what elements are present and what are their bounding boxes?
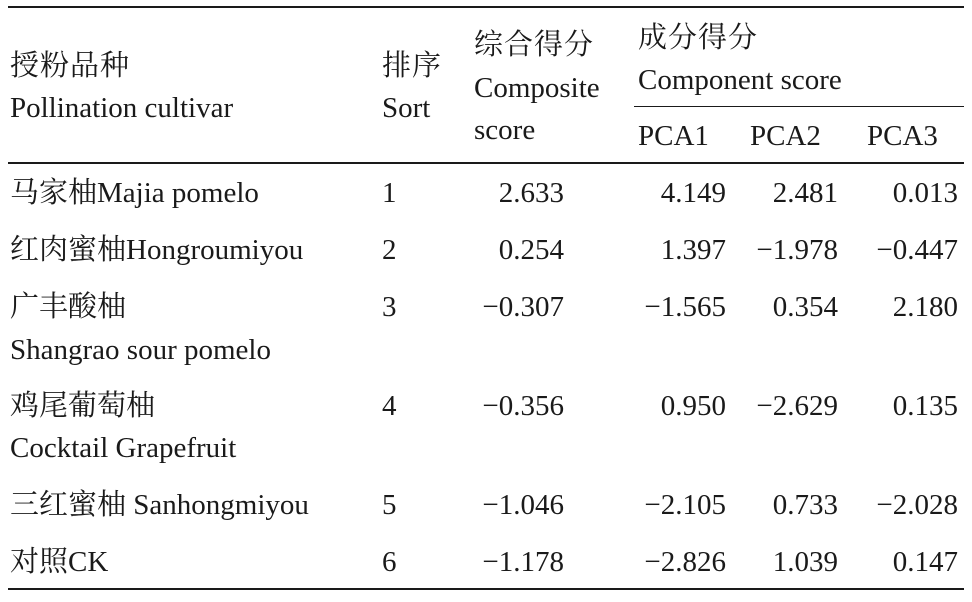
header-composite-en2: score — [474, 114, 536, 146]
row-pca2: 0.733 — [772, 489, 838, 521]
row-pca3: 2.180 — [892, 291, 958, 323]
table-row-cultivar — [10, 489, 309, 521]
row-sort: 4 — [382, 390, 397, 422]
row-pca1: −1.565 — [644, 291, 726, 323]
cultivar-en: Hongroumiyou — [126, 234, 304, 266]
row-pca1: 4.149 — [660, 177, 726, 209]
bottom-rule — [8, 588, 964, 590]
header-cultivar-zh: 授粉品种 — [10, 50, 131, 82]
row-composite: −1.046 — [482, 489, 564, 521]
row-pca1: 0.950 — [660, 390, 726, 422]
row-sort: 6 — [382, 546, 397, 578]
header-pca3: PCA3 — [867, 120, 938, 152]
row-pca2: 2.481 — [772, 177, 838, 209]
row-pca2: 0.354 — [772, 291, 838, 323]
header-rule — [8, 162, 964, 164]
header-composite-en1: Composite — [474, 72, 600, 104]
header-component-en: Component score — [638, 64, 842, 96]
top-rule — [8, 6, 964, 8]
cultivar-en: Cocktail Grapefruit — [10, 432, 237, 464]
cultivar-en: Majia pomelo — [97, 177, 259, 209]
row-pca3: 0.135 — [892, 390, 958, 422]
row-pca1: −2.826 — [644, 546, 726, 578]
component-score-rule — [634, 106, 964, 107]
header-cultivar-en: Pollination cultivar — [10, 92, 234, 124]
row-pca3: −2.028 — [876, 489, 958, 521]
cultivar-zh: 鸡尾葡萄柚 — [10, 390, 156, 422]
row-pca2: −1.978 — [756, 234, 838, 266]
row-pca2: −2.629 — [756, 390, 838, 422]
row-sort: 2 — [382, 234, 397, 266]
table-row-cultivar — [10, 546, 108, 578]
cultivar-en: CK — [68, 546, 109, 578]
header-composite-zh: 综合得分 — [474, 29, 595, 61]
row-composite: −0.307 — [482, 291, 564, 323]
row-pca1: 1.397 — [660, 234, 726, 266]
cultivar-zh: 对照 — [10, 546, 69, 578]
row-composite: 2.633 — [498, 177, 564, 209]
header-component-zh: 成分得分 — [638, 22, 759, 54]
row-sort: 5 — [382, 489, 397, 521]
header-sort-en: Sort — [382, 92, 431, 124]
row-pca3: 0.013 — [892, 177, 958, 209]
table-row-cultivar — [10, 234, 303, 266]
header-pca1: PCA1 — [638, 120, 709, 152]
header-pca2: PCA2 — [750, 120, 821, 152]
cultivar-zh: 红肉蜜柚 — [10, 234, 127, 266]
cultivar-en: Shangrao sour pomelo — [10, 334, 271, 366]
row-pca3: 0.147 — [892, 546, 958, 578]
header-sort-zh: 排序 — [382, 50, 443, 82]
row-composite: −1.178 — [482, 546, 564, 578]
row-composite: 0.254 — [498, 234, 564, 266]
row-pca3: −0.447 — [876, 234, 958, 266]
row-composite: −0.356 — [482, 390, 564, 422]
cultivar-zh: 广丰酸柚 — [10, 291, 127, 323]
row-sort: 3 — [382, 291, 397, 323]
cultivar-zh: 马家柚 — [10, 177, 98, 209]
cultivar-zh: 三红蜜柚 — [10, 489, 127, 521]
cultivar-en: Sanhongmiyou — [133, 489, 309, 521]
row-pca2: 1.039 — [772, 546, 838, 578]
row-pca1: −2.105 — [644, 489, 726, 521]
row-sort: 1 — [382, 177, 397, 209]
table-row-cultivar — [10, 177, 259, 209]
